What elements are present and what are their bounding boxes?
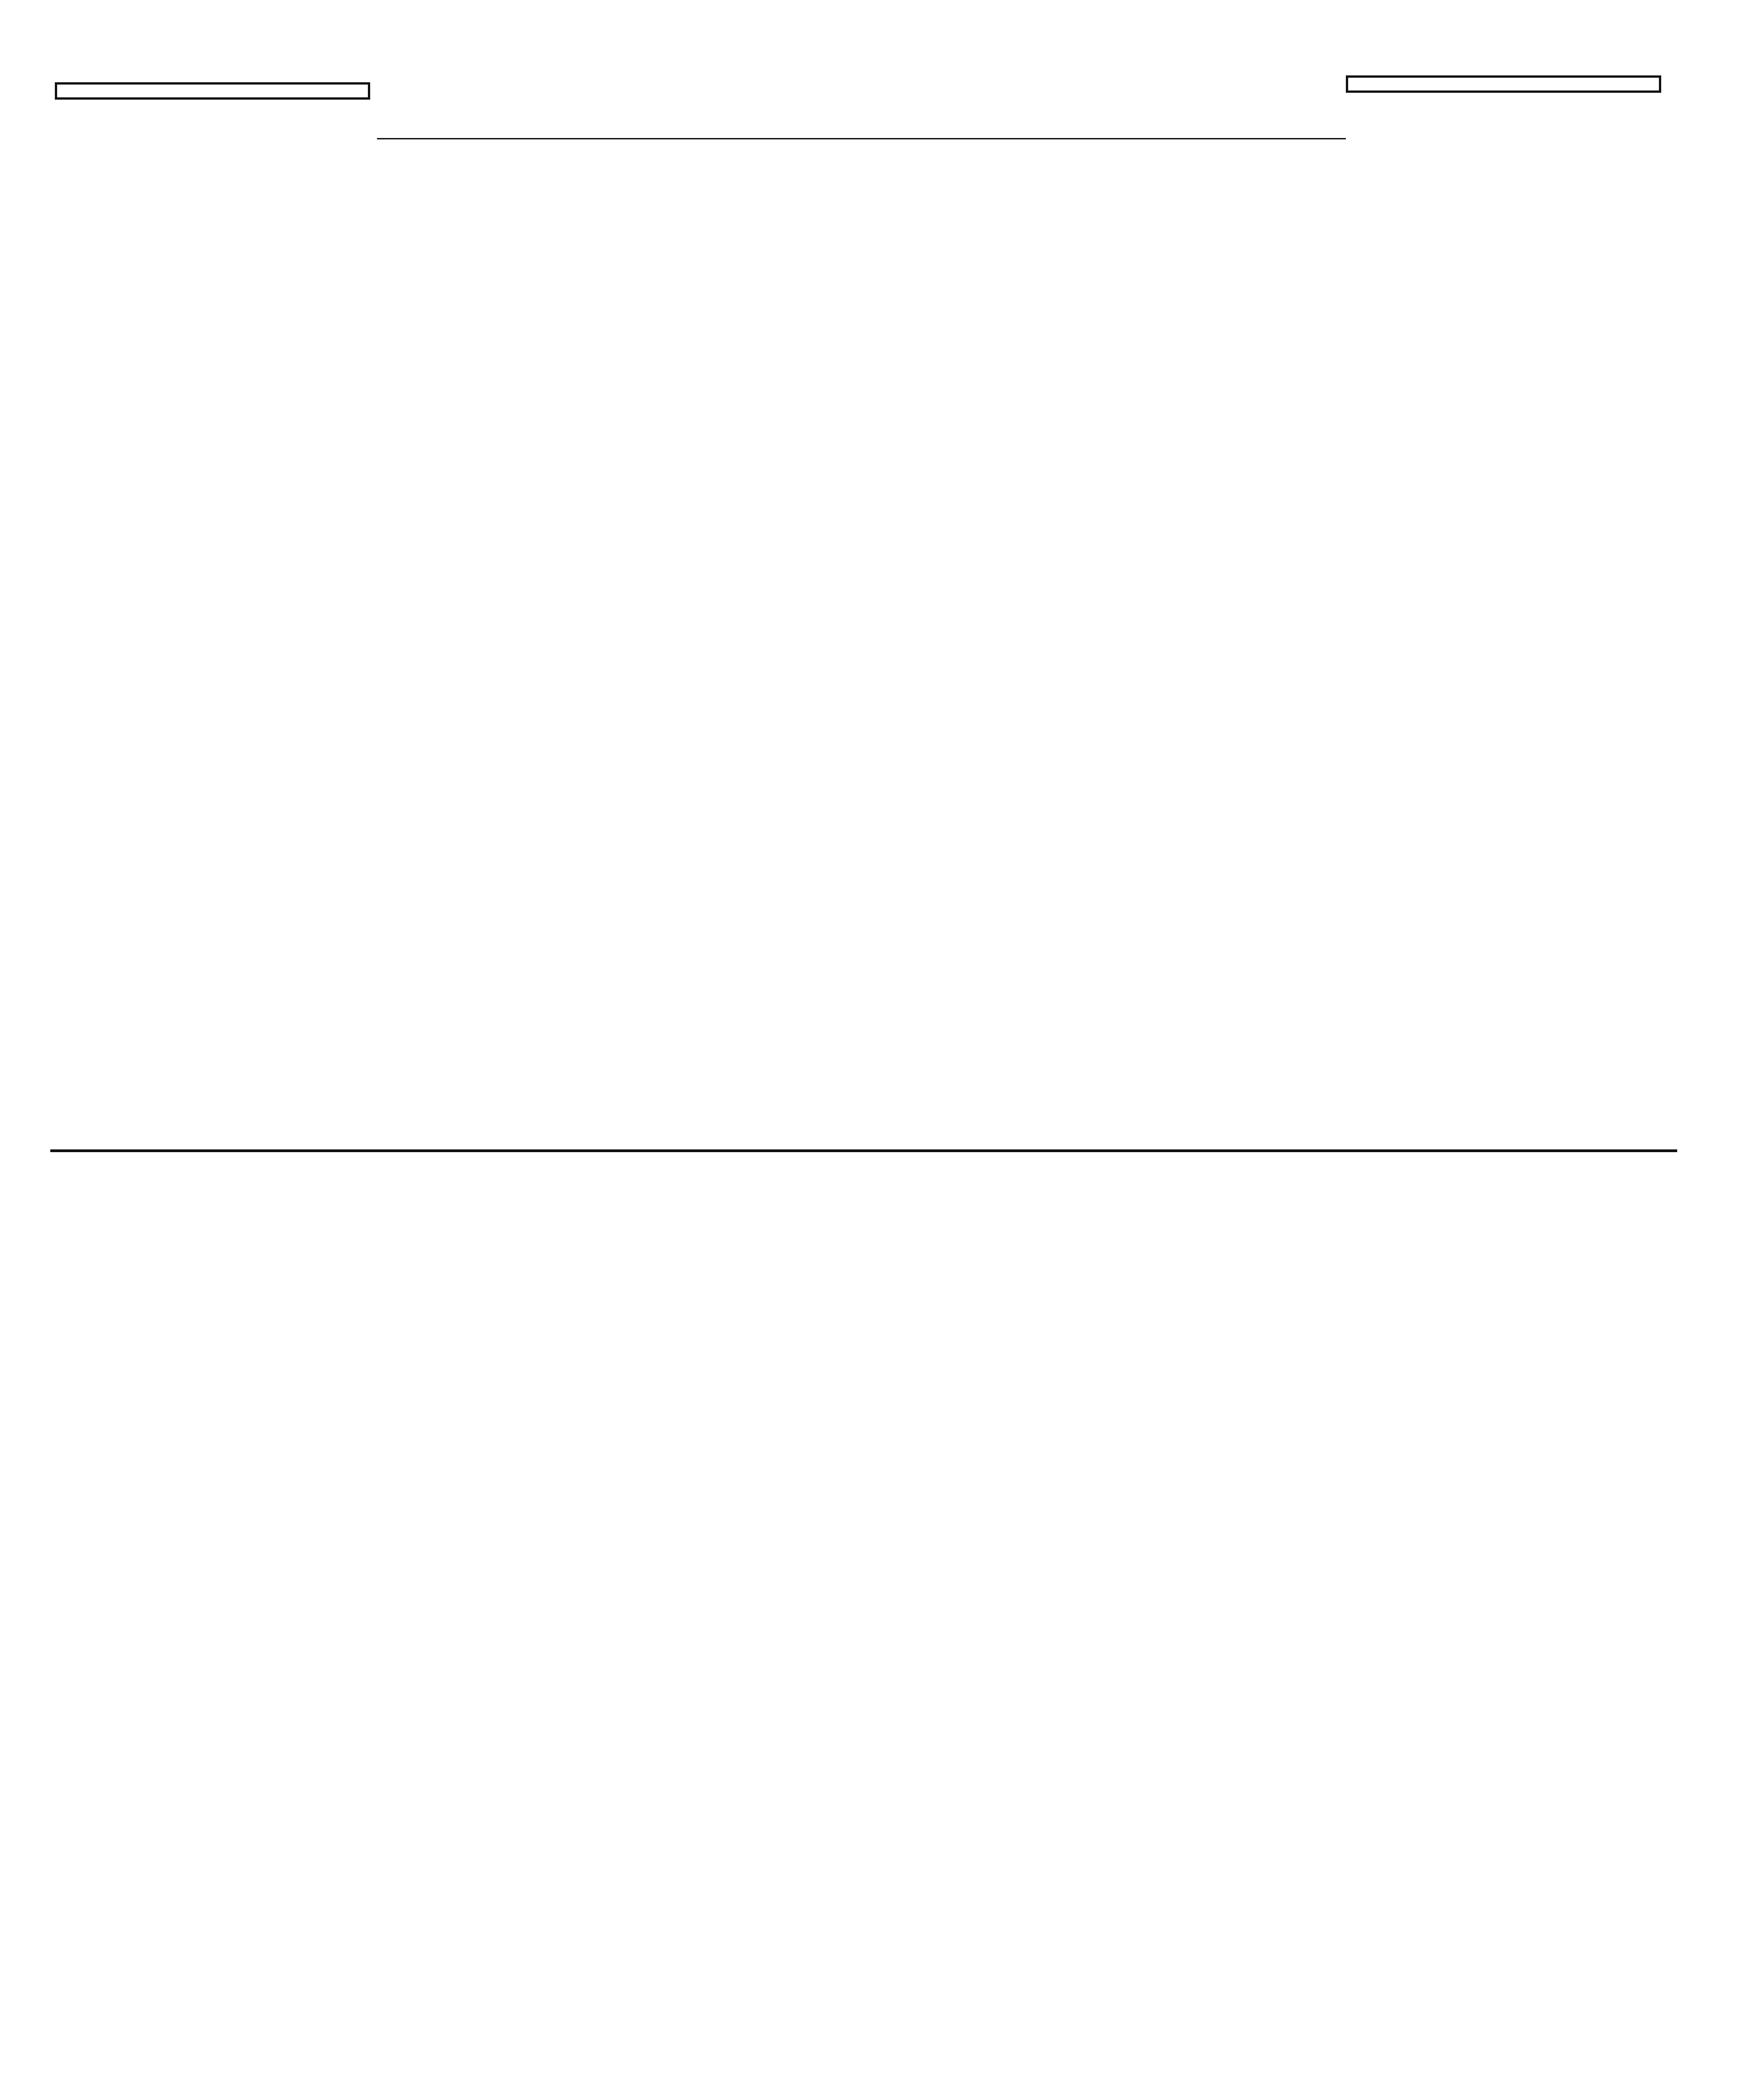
commercial-stations-section <box>50 155 1677 1143</box>
national-stations-section <box>50 1179 1677 1979</box>
weather-forecast-left <box>55 82 370 100</box>
masthead-rule <box>377 138 1346 139</box>
section-divider <box>50 1149 1677 1152</box>
weather-forecast-right <box>1346 75 1661 93</box>
